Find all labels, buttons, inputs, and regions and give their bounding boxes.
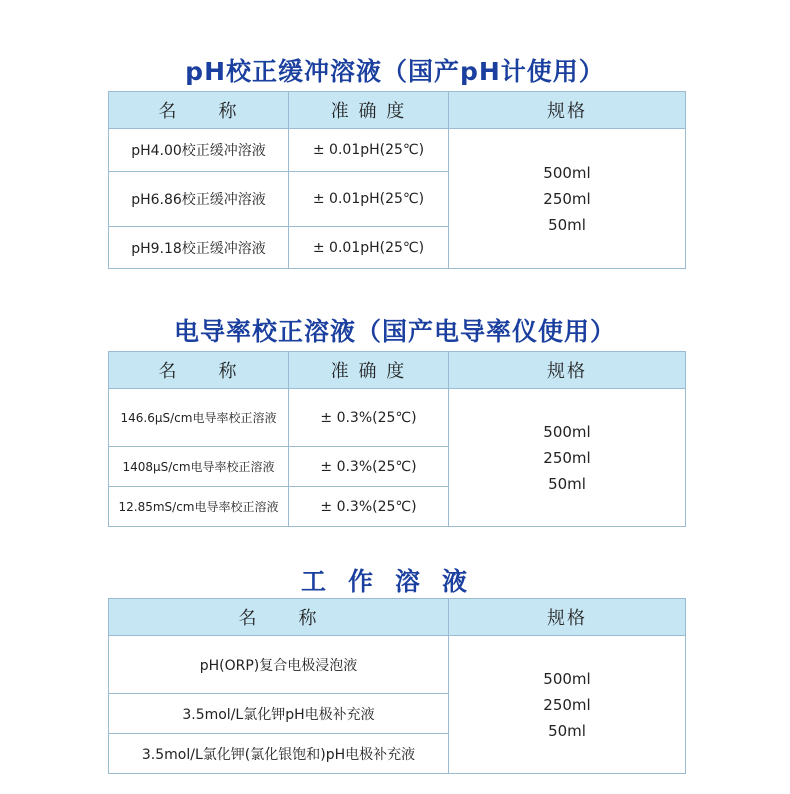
spec-cell [449, 129, 686, 269]
row-name: 1408μS/cm电导率校正溶液 [109, 447, 289, 487]
table-row [109, 636, 686, 694]
section-title-working-solution: 工作溶液 [300, 567, 489, 596]
header-accuracy: 准 确 度 [289, 92, 449, 129]
spec-item: 250ml [543, 695, 591, 714]
table-row [109, 389, 686, 447]
row-name: pH6.86校正缓冲溶液 [109, 172, 289, 227]
row-accuracy: ± 0.3%(25℃) [289, 487, 449, 527]
spec-cell [449, 389, 686, 527]
conductivity-table [108, 351, 686, 527]
spec-item: 50ml [548, 215, 586, 234]
row-name: 3.5mol/L氯化钾(氯化银饱和)pH电极补充液 [109, 734, 449, 774]
header-accuracy: 准 确 度 [289, 352, 449, 389]
spec-item: 250ml [543, 189, 591, 208]
row-name: 146.6μS/cm电导率校正溶液 [109, 389, 289, 447]
ph-buffer-table [108, 91, 686, 269]
header-spec: 规格 [449, 599, 686, 636]
spec-item: 50ml [548, 721, 586, 740]
working-solution-table [108, 598, 686, 774]
row-name: pH(ORP)复合电极浸泡液 [109, 636, 449, 694]
row-accuracy: ± 0.3%(25℃) [289, 447, 449, 487]
row-name: 3.5mol/L氯化钾pH电极补充液 [109, 694, 449, 734]
row-name: pH9.18校正缓冲溶液 [109, 227, 289, 269]
section-title-ph-buffer: pH校正缓冲溶液（国产pH计使用） [185, 57, 605, 86]
header-spec: 规格 [449, 92, 686, 129]
spec-item: 50ml [548, 474, 586, 493]
spec-item: 500ml [543, 163, 591, 182]
row-accuracy: ± 0.01pH(25℃) [289, 172, 449, 227]
spec-item: 500ml [543, 669, 591, 688]
spec-item: 500ml [543, 422, 591, 441]
row-accuracy: ± 0.01pH(25℃) [289, 129, 449, 172]
table-header-row [109, 599, 686, 636]
header-name: 名 称 [109, 92, 289, 129]
header-name: 名 称 [109, 599, 449, 636]
spec-cell [449, 636, 686, 774]
row-name: pH4.00校正缓冲溶液 [109, 129, 289, 172]
spec-item: 250ml [543, 448, 591, 467]
header-spec: 规格 [449, 352, 686, 389]
header-name: 名 称 [109, 352, 289, 389]
section-title-conductivity: 电导率校正溶液（国产电导率仪使用） [173, 317, 616, 346]
table-row [109, 129, 686, 172]
row-name: 12.85mS/cm电导率校正溶液 [109, 487, 289, 527]
table-header-row [109, 352, 686, 389]
table-header-row [109, 92, 686, 129]
row-accuracy: ± 0.01pH(25℃) [289, 227, 449, 269]
row-accuracy: ± 0.3%(25℃) [289, 389, 449, 447]
